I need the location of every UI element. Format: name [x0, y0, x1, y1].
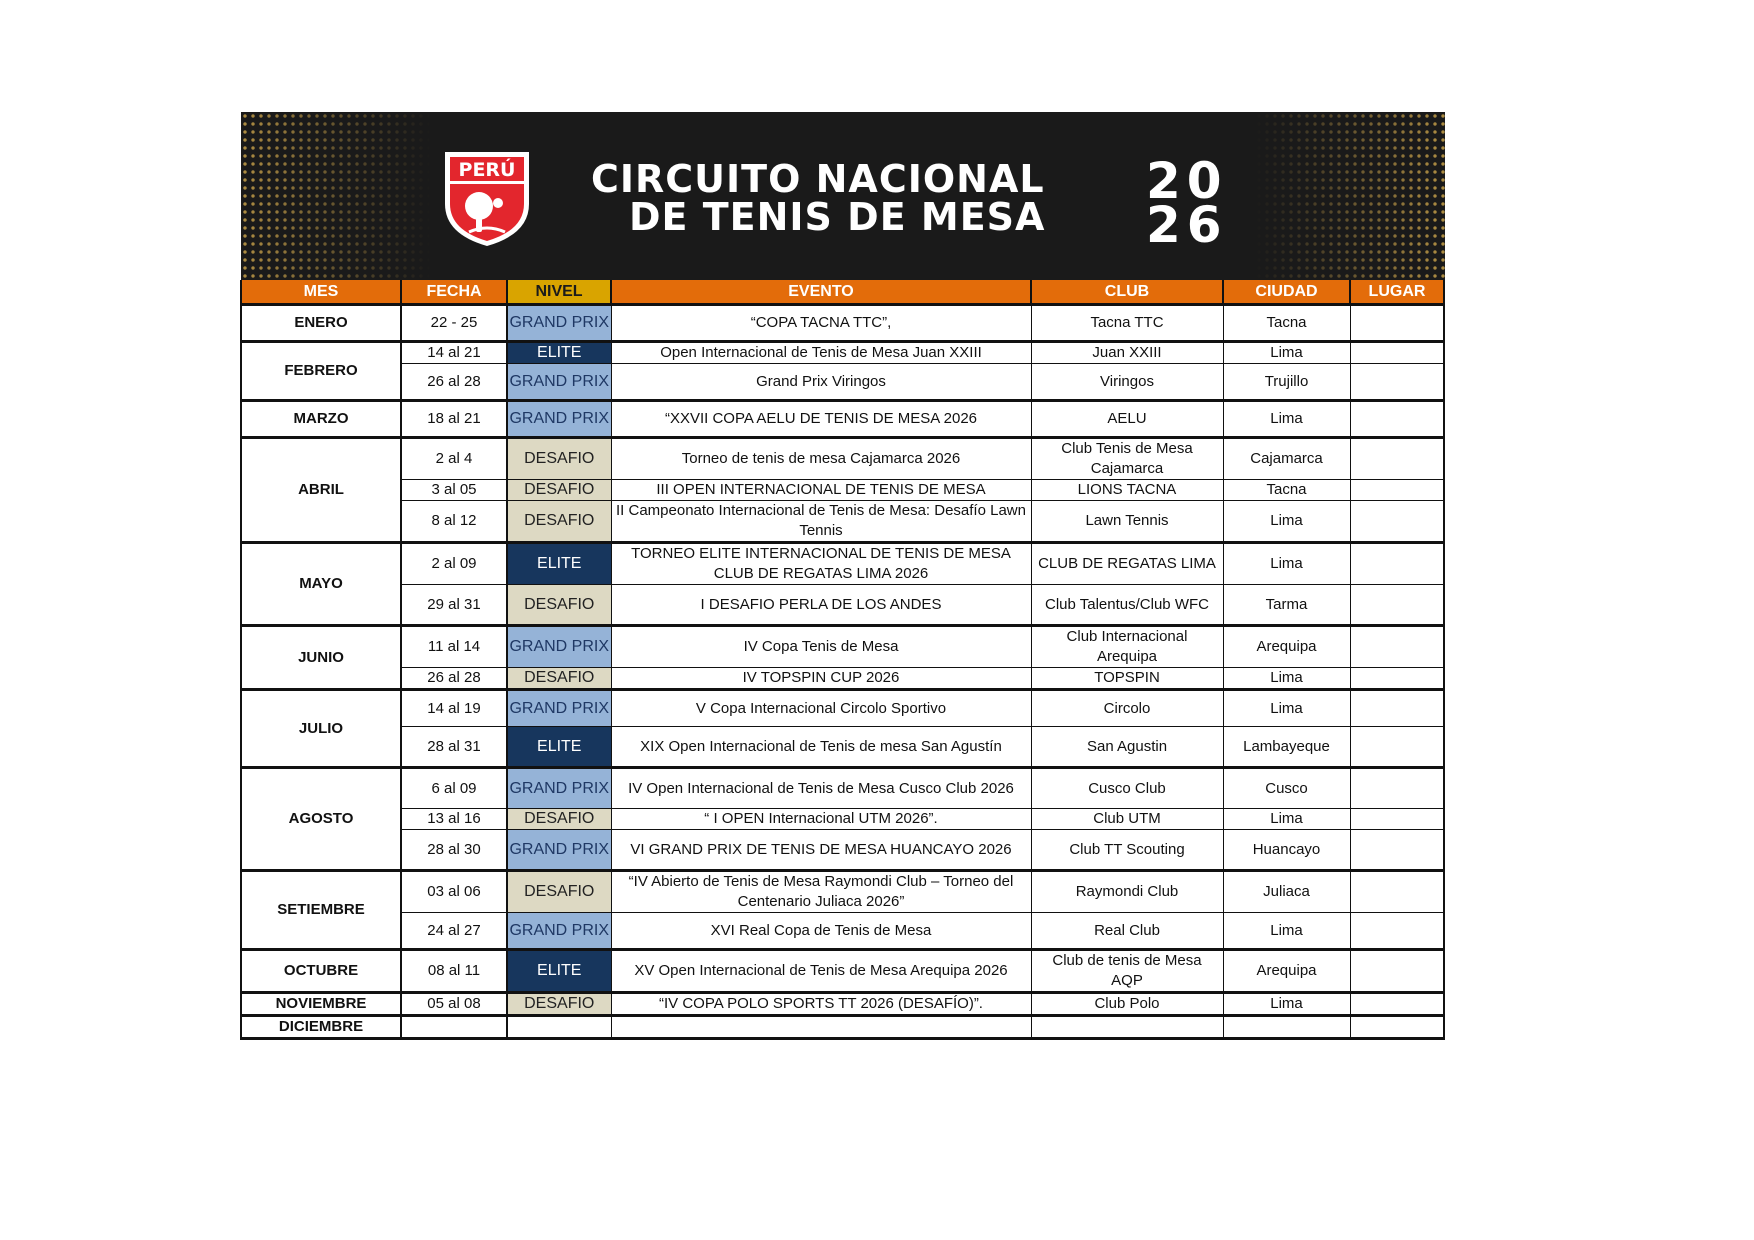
header-banner	[241, 112, 1445, 280]
cell-evento: I DESAFIO PERLA DE LOS ANDES	[611, 585, 1031, 626]
cell-ciudad: Lima	[1223, 913, 1350, 950]
cell-ciudad: Lima	[1223, 501, 1350, 543]
cell-ciudad: Lima	[1223, 401, 1350, 438]
cell-ciudad: Tacna	[1223, 480, 1350, 501]
cell-ciudad: Lima	[1223, 543, 1350, 585]
cell-ciudad: Cajamarca	[1223, 438, 1350, 480]
cell-ciudad: Lima	[1223, 809, 1350, 830]
cell-ciudad: Arequipa	[1223, 626, 1350, 668]
cell-evento: XV Open Internacional de Tenis de Mesa Arequipa 2026	[611, 950, 1031, 993]
cell-evento: “XXVII COPA AELU DE TENIS DE MESA 2026	[611, 401, 1031, 438]
header-mes: MES	[241, 280, 401, 305]
cell-club: Juan XXIII	[1031, 342, 1223, 364]
table-row	[241, 809, 1444, 830]
header-ciudad: CIUDAD	[1223, 280, 1350, 305]
cell-evento: TORNEO ELITE INTERNACIONAL DE TENIS DE MESA CLUB DE REGATAS LIMA 2026	[611, 543, 1031, 585]
cell-mes: ABRIL	[241, 438, 401, 543]
table-row	[241, 342, 1444, 364]
cell-ciudad: Huancayo	[1223, 830, 1350, 871]
cell-nivel: ELITE	[507, 950, 611, 993]
cell-ciudad: Lima	[1223, 993, 1350, 1016]
cell-fecha: 3 al 05	[401, 480, 507, 501]
calendar-sheet	[241, 112, 1445, 1040]
cell-club: Club UTM	[1031, 809, 1223, 830]
cell-evento: IV Copa Tenis de Mesa	[611, 626, 1031, 668]
cell-mes: DICIEMBRE	[241, 1016, 401, 1039]
cell-nivel: ELITE	[507, 727, 611, 768]
cell-fecha: 14 al 19	[401, 690, 507, 727]
cell-club: Club Tenis de Mesa Cajamarca	[1031, 438, 1223, 480]
cell-lugar	[1350, 871, 1444, 913]
cell-evento: XIX Open Internacional de Tenis de mesa San Agustín	[611, 727, 1031, 768]
cell-club: Club Polo	[1031, 993, 1223, 1016]
cell-lugar	[1350, 626, 1444, 668]
cell-lugar	[1350, 993, 1444, 1016]
table-row	[241, 727, 1444, 768]
cell-fecha: 26 al 28	[401, 364, 507, 401]
table-row	[241, 830, 1444, 871]
cell-club: Tacna TTC	[1031, 305, 1223, 342]
banner-year-line1: 20	[1146, 152, 1228, 210]
cell-fecha: 03 al 06	[401, 871, 507, 913]
cell-nivel	[507, 1016, 611, 1039]
cell-club: AELU	[1031, 401, 1223, 438]
gold-dot-pattern-right	[1255, 112, 1445, 280]
cell-club: Circolo	[1031, 690, 1223, 727]
table-row	[241, 438, 1444, 480]
cell-mes: OCTUBRE	[241, 950, 401, 993]
header-lugar: LUGAR	[1350, 280, 1444, 305]
cell-evento: XVI Real Copa de Tenis de Mesa	[611, 913, 1031, 950]
events-table	[240, 280, 1445, 1040]
cell-ciudad	[1223, 1016, 1350, 1039]
cell-lugar	[1350, 913, 1444, 950]
cell-nivel: GRAND PRIX	[507, 768, 611, 809]
cell-lugar	[1350, 480, 1444, 501]
cell-fecha: 14 al 21	[401, 342, 507, 364]
cell-evento: Torneo de tenis de mesa Cajamarca 2026	[611, 438, 1031, 480]
table-row	[241, 768, 1444, 809]
cell-fecha: 2 al 09	[401, 543, 507, 585]
cell-club	[1031, 1016, 1223, 1039]
cell-evento: II Campeonato Internacional de Tenis de Mesa: Desafío Lawn Tennis	[611, 501, 1031, 543]
table-row	[241, 585, 1444, 626]
cell-evento: IV TOPSPIN CUP 2026	[611, 668, 1031, 690]
cell-fecha: 28 al 31	[401, 727, 507, 768]
cell-nivel: ELITE	[507, 342, 611, 364]
cell-club: Raymondi Club	[1031, 871, 1223, 913]
cell-club: TOPSPIN	[1031, 668, 1223, 690]
table-row	[241, 690, 1444, 727]
table-row	[241, 950, 1444, 993]
cell-nivel: DESAFIO	[507, 585, 611, 626]
cell-fecha: 05 al 08	[401, 993, 507, 1016]
peru-federation-logo	[439, 148, 535, 248]
table-row	[241, 913, 1444, 950]
cell-fecha: 08 al 11	[401, 950, 507, 993]
cell-mes: JUNIO	[241, 626, 401, 690]
table-row	[241, 305, 1444, 342]
table-row	[241, 501, 1444, 543]
cell-fecha	[401, 1016, 507, 1039]
table-row	[241, 626, 1444, 668]
logo-text: PERÚ	[458, 159, 516, 181]
cell-club: San Agustin	[1031, 727, 1223, 768]
cell-club: Club de tenis de Mesa AQP	[1031, 950, 1223, 993]
cell-lugar	[1350, 1016, 1444, 1039]
cell-ciudad: Lima	[1223, 668, 1350, 690]
cell-ciudad: Trujillo	[1223, 364, 1350, 401]
cell-nivel: GRAND PRIX	[507, 305, 611, 342]
table-row	[241, 1016, 1444, 1039]
header-nivel: NIVEL	[507, 280, 611, 305]
cell-lugar	[1350, 809, 1444, 830]
cell-club: Club Internacional Arequipa	[1031, 626, 1223, 668]
cell-club: LIONS TACNA	[1031, 480, 1223, 501]
banner-title-line1: CIRCUITO NACIONAL	[591, 157, 1045, 201]
cell-nivel: DESAFIO	[507, 480, 611, 501]
cell-fecha: 24 al 27	[401, 913, 507, 950]
cell-lugar	[1350, 364, 1444, 401]
table-row	[241, 401, 1444, 438]
cell-fecha: 8 al 12	[401, 501, 507, 543]
cell-lugar	[1350, 305, 1444, 342]
cell-nivel: DESAFIO	[507, 668, 611, 690]
cell-nivel: GRAND PRIX	[507, 626, 611, 668]
gold-dot-pattern-left	[241, 112, 431, 280]
cell-club: Cusco Club	[1031, 768, 1223, 809]
cell-evento: IV Open Internacional de Tenis de Mesa Cusco Club 2026	[611, 768, 1031, 809]
cell-nivel: ELITE	[507, 543, 611, 585]
cell-lugar	[1350, 727, 1444, 768]
cell-ciudad: Arequipa	[1223, 950, 1350, 993]
cell-ciudad: Lambayeque	[1223, 727, 1350, 768]
table-row	[241, 668, 1444, 690]
cell-evento: VI GRAND PRIX DE TENIS DE MESA HUANCAYO 2026	[611, 830, 1031, 871]
table-row	[241, 871, 1444, 913]
cell-fecha: 28 al 30	[401, 830, 507, 871]
cell-mes: SETIEMBRE	[241, 871, 401, 950]
cell-ciudad: Lima	[1223, 342, 1350, 364]
cell-evento: III OPEN INTERNACIONAL DE TENIS DE MESA	[611, 480, 1031, 501]
cell-lugar	[1350, 342, 1444, 364]
banner-year-line2: 26	[1146, 196, 1228, 254]
cell-ciudad: Cusco	[1223, 768, 1350, 809]
cell-club: Club Talentus/Club WFC	[1031, 585, 1223, 626]
cell-evento: Open Internacional de Tenis de Mesa Juan XXIII	[611, 342, 1031, 364]
cell-evento	[611, 1016, 1031, 1039]
cell-club: CLUB DE REGATAS LIMA	[1031, 543, 1223, 585]
cell-nivel: GRAND PRIX	[507, 401, 611, 438]
cell-mes: JULIO	[241, 690, 401, 768]
cell-evento: “IV COPA POLO SPORTS TT 2026 (DESAFÍO)”.	[611, 993, 1031, 1016]
cell-fecha: 29 al 31	[401, 585, 507, 626]
cell-lugar	[1350, 585, 1444, 626]
cell-fecha: 13 al 16	[401, 809, 507, 830]
cell-nivel: GRAND PRIX	[507, 830, 611, 871]
cell-lugar	[1350, 438, 1444, 480]
cell-lugar	[1350, 401, 1444, 438]
cell-evento: “IV Abierto de Tenis de Mesa Raymondi Club – Torneo del Centenario Juliaca 2026”	[611, 871, 1031, 913]
header-fecha: FECHA	[401, 280, 507, 305]
cell-club: Real Club	[1031, 913, 1223, 950]
cell-fecha: 2 al 4	[401, 438, 507, 480]
cell-nivel: DESAFIO	[507, 871, 611, 913]
cell-lugar	[1350, 950, 1444, 993]
cell-ciudad: Lima	[1223, 690, 1350, 727]
cell-lugar	[1350, 768, 1444, 809]
cell-nivel: DESAFIO	[507, 993, 611, 1016]
cell-nivel: GRAND PRIX	[507, 913, 611, 950]
table-body	[241, 305, 1444, 1039]
table-header-row	[241, 280, 1444, 305]
table-row	[241, 480, 1444, 501]
cell-lugar	[1350, 501, 1444, 543]
cell-fecha: 22 - 25	[401, 305, 507, 342]
cell-evento: “COPA TACNA TTC”,	[611, 305, 1031, 342]
cell-mes: MARZO	[241, 401, 401, 438]
cell-evento: V Copa Internacional Circolo Sportivo	[611, 690, 1031, 727]
cell-ciudad: Juliaca	[1223, 871, 1350, 913]
cell-fecha: 6 al 09	[401, 768, 507, 809]
cell-fecha: 26 al 28	[401, 668, 507, 690]
cell-lugar	[1350, 668, 1444, 690]
banner-title-line2: DE TENIS DE MESA	[629, 195, 1046, 239]
cell-club: Viringos	[1031, 364, 1223, 401]
cell-ciudad: Tarma	[1223, 585, 1350, 626]
table-row	[241, 364, 1444, 401]
cell-nivel: GRAND PRIX	[507, 690, 611, 727]
cell-nivel: DESAFIO	[507, 501, 611, 543]
header-evento: EVENTO	[611, 280, 1031, 305]
cell-lugar	[1350, 830, 1444, 871]
table-row	[241, 543, 1444, 585]
cell-evento: “ I OPEN Internacional UTM 2026”.	[611, 809, 1031, 830]
cell-mes: NOVIEMBRE	[241, 993, 401, 1016]
cell-club: Club TT Scouting	[1031, 830, 1223, 871]
cell-nivel: DESAFIO	[507, 809, 611, 830]
cell-mes: FEBRERO	[241, 342, 401, 401]
cell-mes: MAYO	[241, 543, 401, 626]
cell-fecha: 11 al 14	[401, 626, 507, 668]
cell-fecha: 18 al 21	[401, 401, 507, 438]
table-row	[241, 993, 1444, 1016]
cell-lugar	[1350, 543, 1444, 585]
header-club: CLUB	[1031, 280, 1223, 305]
cell-nivel: GRAND PRIX	[507, 364, 611, 401]
cell-mes: ENERO	[241, 305, 401, 342]
cell-mes: AGOSTO	[241, 768, 401, 871]
cell-lugar	[1350, 690, 1444, 727]
cell-evento: Grand Prix Viringos	[611, 364, 1031, 401]
cell-nivel: DESAFIO	[507, 438, 611, 480]
cell-ciudad: Tacna	[1223, 305, 1350, 342]
cell-club: Lawn Tennis	[1031, 501, 1223, 543]
